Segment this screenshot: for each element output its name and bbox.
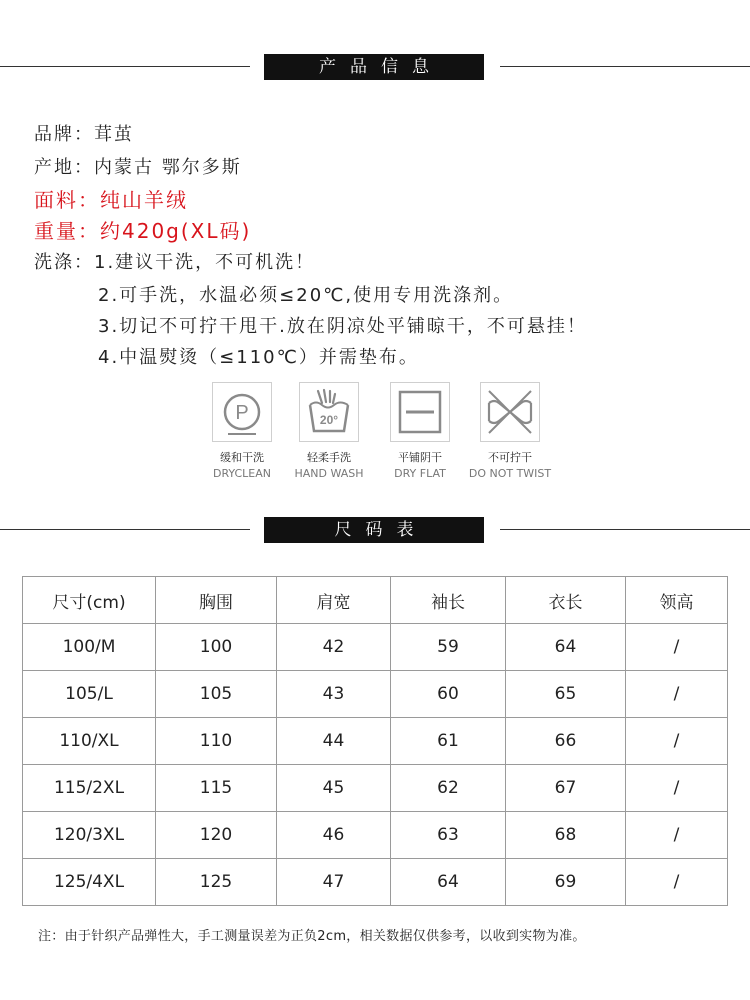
table-cell: / [626,624,728,671]
wash-step: 2.可手洗，水温必须≤20℃,使用专用洗涤剂。 [98,285,514,306]
table-row [23,765,728,812]
wash-step: 4.中温熨烫（≤110℃）并需垫布。 [98,347,419,368]
table-cell: 43 [277,671,391,718]
table-cell: 105/L [23,671,156,718]
product-info-header [0,54,750,80]
table-row [23,718,728,765]
care-item [372,382,468,480]
divider-left [0,66,250,67]
care-label-en: DO NOT TWIST [468,467,552,480]
wash-step: 1.建议干洗，不可机洗！ [94,252,316,273]
divider-right [500,66,750,67]
table-cell: / [626,671,728,718]
care-label-cn: 平铺阴干 [398,451,442,464]
table-cell: 115/2XL [23,765,156,812]
care-item [281,382,377,480]
header-size: 尺寸(cm) [23,577,156,624]
measurement-note: 注：由于针织产品弹性大，手工测量误差为正负2cm，相关数据仅供参考，以收到实物为准。 [38,929,586,944]
care-label-cn: 缓和干洗 [220,451,264,464]
wash-step: 3.切记不可拧干甩干.放在阴凉处平铺晾干，不可悬挂！ [98,316,587,337]
table-cell: 62 [391,765,506,812]
table-cell: 110/XL [23,718,156,765]
brand-line: 品牌：茸茧 [34,124,134,145]
header-chest: 胸围 [156,577,277,624]
size-chart-title: 尺码表 [264,517,484,543]
table-cell: 42 [277,624,391,671]
table-cell: / [626,812,728,859]
table-cell: 125 [156,859,277,906]
weight-line: 重量：约420g(XL码) [34,219,252,243]
dry-clean-symbol: P [235,402,249,424]
care-label-en: DRY FLAT [394,467,446,480]
header-length: 衣长 [506,577,626,624]
product-info-title: 产品信息 [264,54,484,80]
hand-wash-symbol: 20° [319,413,339,427]
table-cell: 64 [506,624,626,671]
table-row [23,671,728,718]
table-cell: 67 [506,765,626,812]
wash-label: 洗涤： [34,252,94,273]
table-cell: 69 [506,859,626,906]
table-cell: 100/M [23,624,156,671]
table-cell: 110 [156,718,277,765]
care-label-cn: 轻柔手洗 [307,451,351,464]
care-item [462,382,558,480]
table-row [23,812,728,859]
table-header-row [23,577,728,624]
table-cell: 100 [156,624,277,671]
table-cell: 105 [156,671,277,718]
table-cell: / [626,859,728,906]
table-cell: 60 [391,671,506,718]
size-chart-header [0,517,750,543]
header-collar: 领高 [626,577,728,624]
care-label-cn: 不可拧干 [488,451,532,464]
table-row [23,859,728,906]
hand-wash-icon [299,382,359,442]
table-cell: 68 [506,812,626,859]
material-line: 面料：纯山羊绒 [34,188,188,212]
do-not-twist-icon [480,382,540,442]
table-cell: 120/3XL [23,812,156,859]
table-cell: 66 [506,718,626,765]
table-cell: 65 [506,671,626,718]
care-label-en: DRYCLEAN [212,467,272,480]
table-cell: / [626,765,728,812]
table-cell: 59 [391,624,506,671]
table-cell: 64 [391,859,506,906]
origin-line: 产地：内蒙古 鄂尔多斯 [34,157,242,178]
table-cell: / [626,718,728,765]
table-cell: 63 [391,812,506,859]
table-cell: 46 [277,812,391,859]
table-row [23,624,728,671]
divider-left [0,529,250,530]
care-item [194,382,290,480]
care-label-en: HAND WASH [294,467,364,480]
table-cell: 47 [277,859,391,906]
header-shoulder: 肩宽 [277,577,391,624]
table-cell: 45 [277,765,391,812]
care-icons-row [0,382,750,482]
divider-right [500,529,750,530]
dry-flat-icon [390,382,450,442]
table-cell: 120 [156,812,277,859]
table-cell: 44 [277,718,391,765]
header-sleeve: 袖长 [391,577,506,624]
size-table [22,576,728,906]
table-cell: 61 [391,718,506,765]
table-cell: 115 [156,765,277,812]
dry-clean-icon [212,382,272,442]
wash-line [34,248,315,274]
table-cell: 125/4XL [23,859,156,906]
